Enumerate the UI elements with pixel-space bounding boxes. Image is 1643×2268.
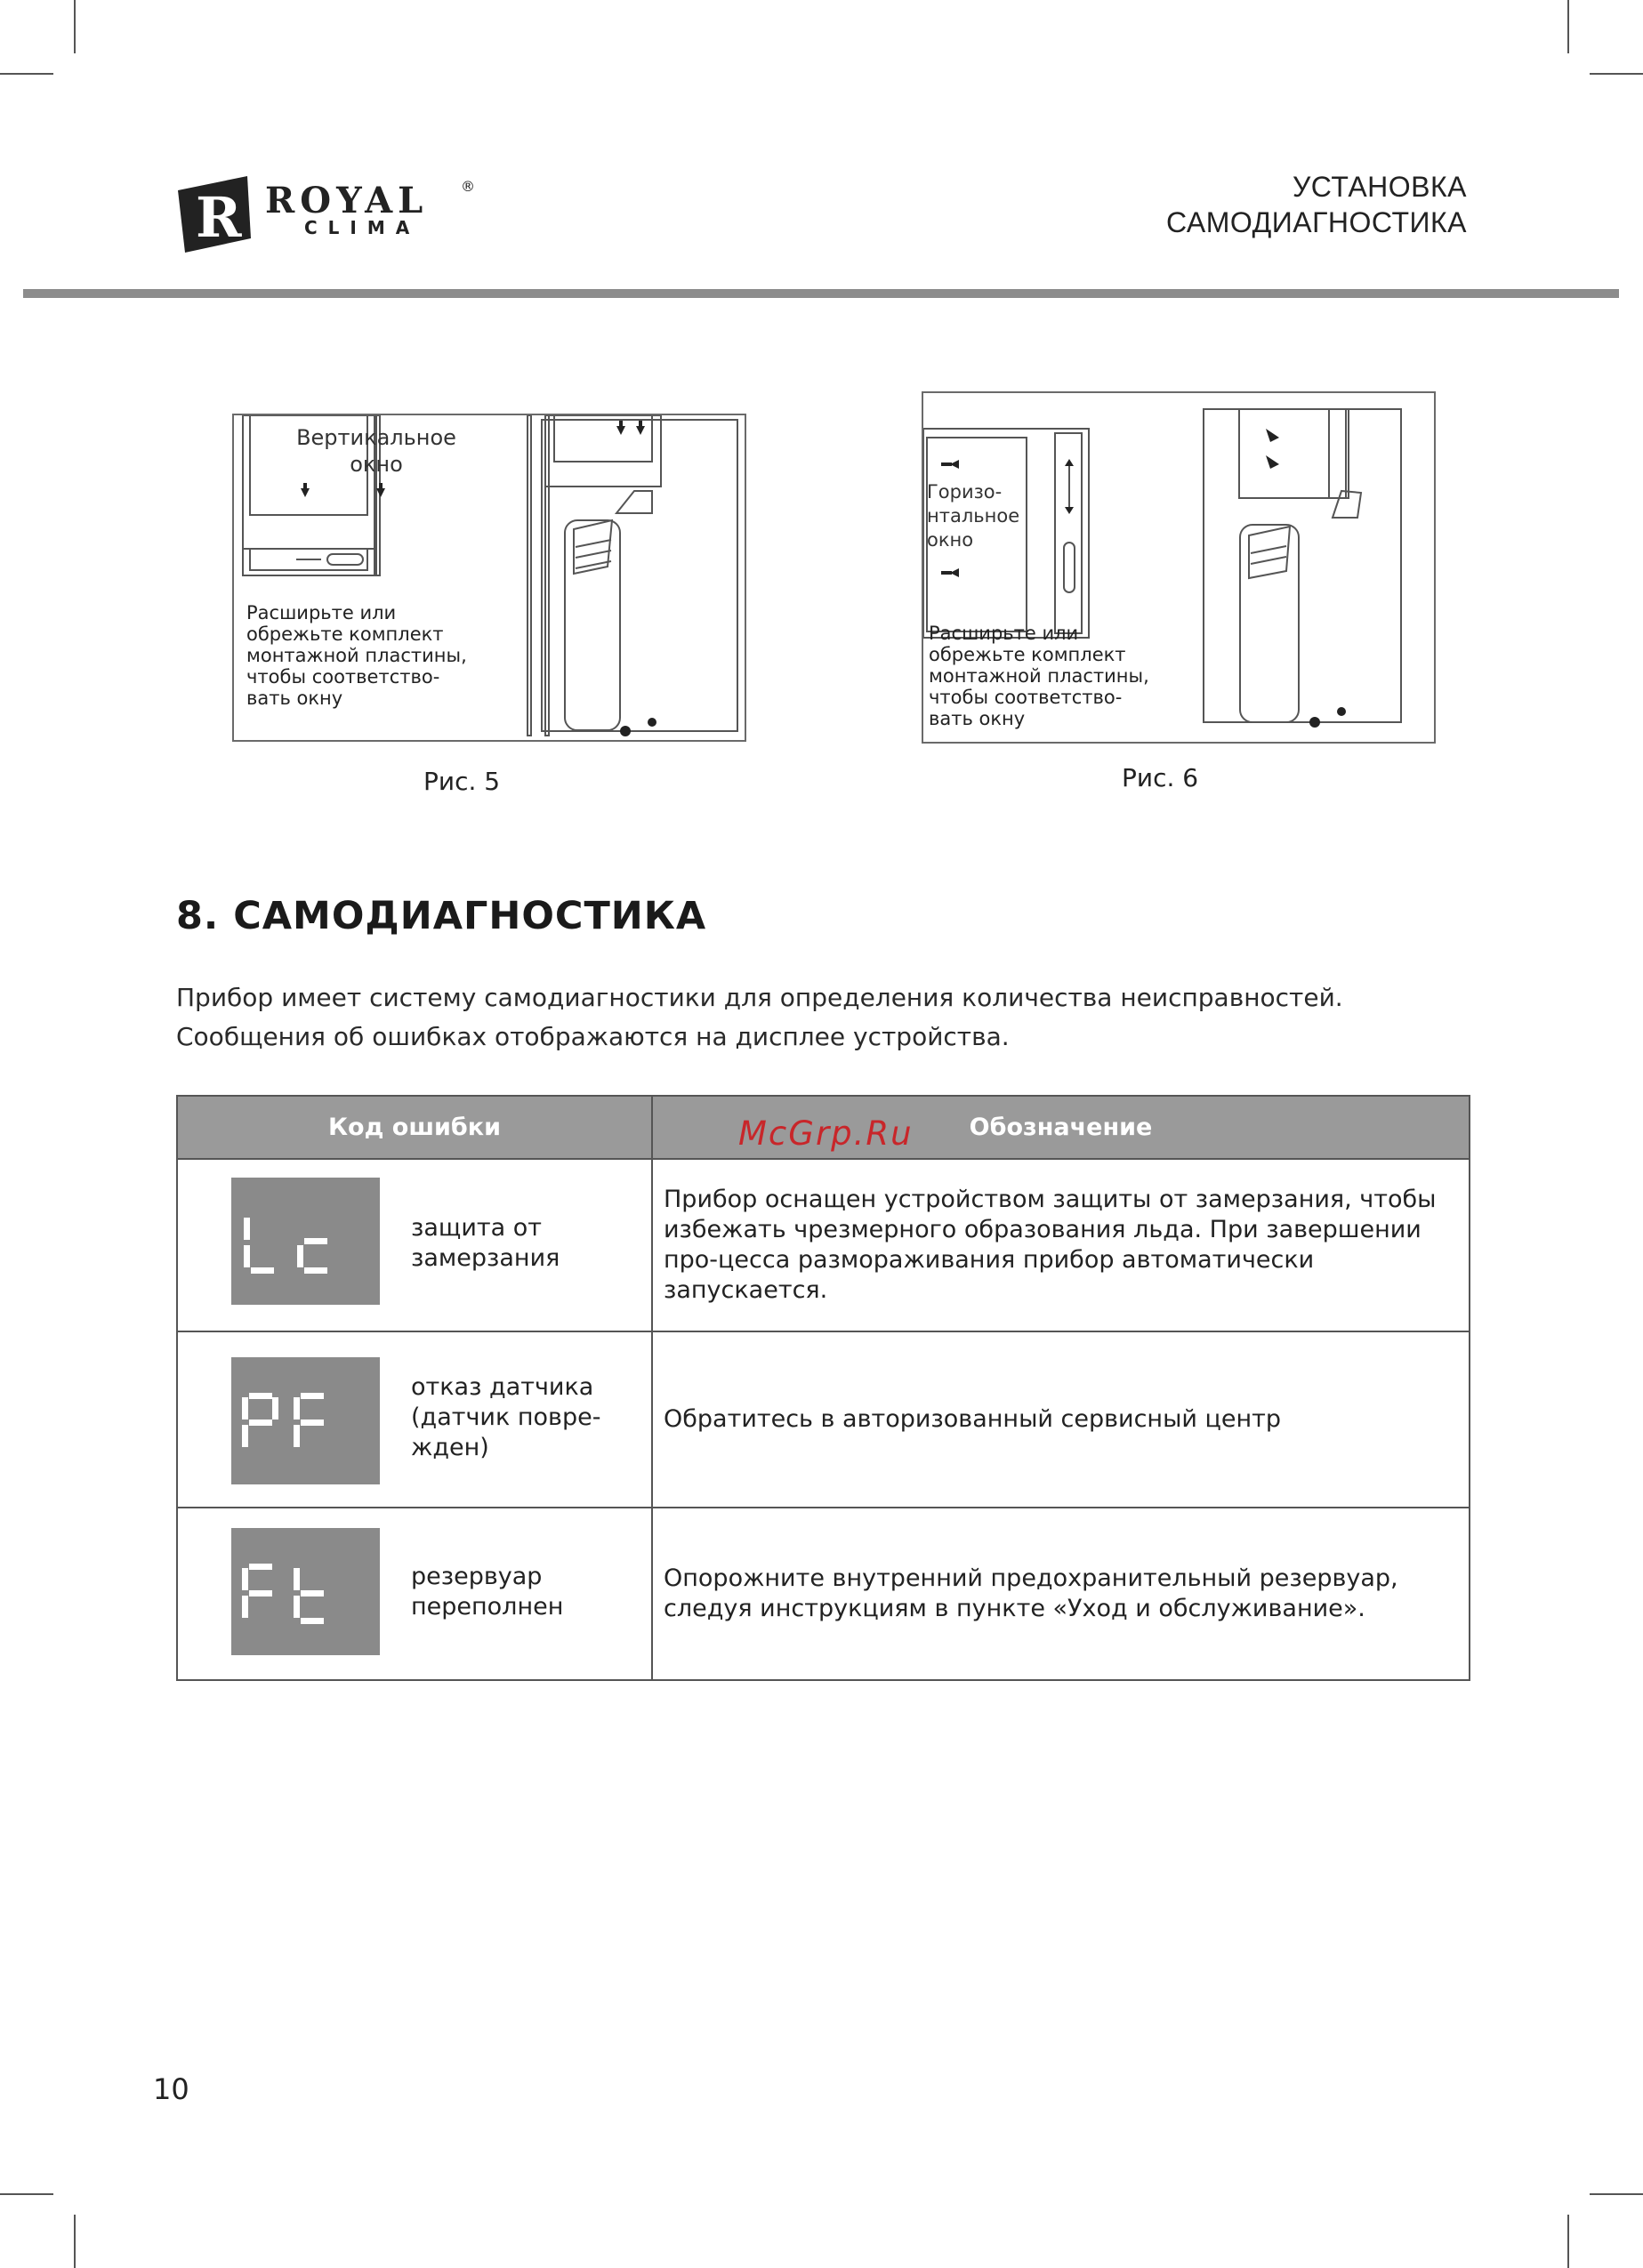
code-cell xyxy=(177,1331,652,1508)
display-code-pf xyxy=(231,1357,380,1484)
logo-mark-icon xyxy=(174,174,254,254)
page-number: 10 xyxy=(153,2072,189,2106)
fig6-window-label-line: Горизо- xyxy=(927,481,1003,503)
fig5-text-line: вать окну xyxy=(246,688,343,709)
fig6-text-line: вать окну xyxy=(929,708,1026,729)
display-code-ft xyxy=(231,1528,380,1655)
lt-display-icon xyxy=(231,1178,380,1305)
brand-logo xyxy=(174,174,486,254)
crop-mark xyxy=(0,2193,53,2195)
fig6-instruction xyxy=(929,623,1149,729)
fig6-window-label-line: окно xyxy=(927,529,974,551)
section-title: 8. САМОДИАГНОСТИКА xyxy=(176,894,707,938)
brand-sub: CLIMA xyxy=(304,217,421,238)
fig6-window-label-line: нтальное xyxy=(927,505,1020,527)
fig6-text-line: чтобы соответство- xyxy=(929,687,1123,708)
header-line-2: САМОДИАГНОСТИКА xyxy=(1165,206,1467,238)
code-cell xyxy=(177,1508,652,1680)
fig5-instruction xyxy=(246,602,467,709)
fig6-caption: Рис. 6 xyxy=(1122,763,1199,792)
fig6-text-line: Расширьте или xyxy=(929,623,1079,644)
section-intro xyxy=(176,978,1493,1057)
fig6-text-line: обрежьте комплект xyxy=(929,644,1126,665)
fig5-caption: Рис. 5 xyxy=(423,767,501,796)
crop-mark xyxy=(74,0,76,53)
fig5-window-label-2: окно xyxy=(350,452,403,477)
ft-display-icon xyxy=(231,1528,380,1655)
fig6-window-label xyxy=(927,480,1034,552)
svg-text:R: R xyxy=(196,185,242,250)
fig5-window-label xyxy=(270,424,483,478)
brand-name: ROYAL xyxy=(265,180,429,221)
figure-6 xyxy=(922,391,1436,744)
code-description: Опорожните внутренний предохранительный резервуар, следуя инструкциям в пункте «Уход и обслуживание». xyxy=(652,1508,1470,1680)
crop-mark xyxy=(1590,73,1643,75)
table-row xyxy=(177,1159,1470,1331)
fig5-window-label-1: Вертикальное xyxy=(296,425,456,450)
figure-5 xyxy=(232,414,746,742)
fig6-text-line: монтажной пластины, xyxy=(929,665,1149,687)
display-code-lt xyxy=(231,1178,380,1305)
crop-mark xyxy=(1567,0,1569,53)
header-title xyxy=(1166,169,1467,240)
crop-mark xyxy=(74,2215,76,2268)
fig5-text-line: монтажной пластины, xyxy=(246,645,467,666)
table-row xyxy=(177,1508,1470,1680)
pf-display-icon xyxy=(231,1357,380,1484)
code-label: отказ датчика (датчик повре-жден) xyxy=(411,1373,601,1461)
error-code-table xyxy=(176,1095,1470,1681)
col-header-meaning: Обозначение xyxy=(652,1096,1470,1159)
crop-mark xyxy=(1590,2193,1643,2195)
crop-mark xyxy=(1567,2215,1569,2268)
code-description: Прибор оснащен устройством защиты от замерзания, чтобы избежать чрезмерного образования льда. При завершении про-цесса размораживания прибор автоматически запускается. xyxy=(652,1159,1470,1331)
code-cell xyxy=(177,1159,652,1331)
code-label: защита от замерзания xyxy=(411,1214,560,1272)
intro-line-2: Сообщения об ошибках отображаются на дисплее устройства. xyxy=(176,1022,1010,1051)
fig5-text-line: чтобы соответство- xyxy=(246,666,440,688)
intro-line-1: Прибор имеет систему самодиагностики для определения количества неисправностей. xyxy=(176,983,1343,1012)
header-divider xyxy=(23,289,1619,298)
table-row xyxy=(177,1331,1470,1508)
header-line-1: УСТАНОВКА xyxy=(1292,171,1467,203)
crop-mark xyxy=(0,73,53,75)
col-header-code: Код ошибки xyxy=(177,1096,652,1159)
code-description: Обратитесь в авторизованный сервисный центр xyxy=(652,1331,1470,1508)
watermark: McGrp.Ru xyxy=(738,1114,914,1153)
fig5-text-line: обрежьте комплект xyxy=(246,623,444,645)
fig5-text-line: Расширьте или xyxy=(246,602,397,623)
brand-reg: ® xyxy=(461,178,475,195)
code-label: резервуар переполнен xyxy=(411,1563,564,1621)
